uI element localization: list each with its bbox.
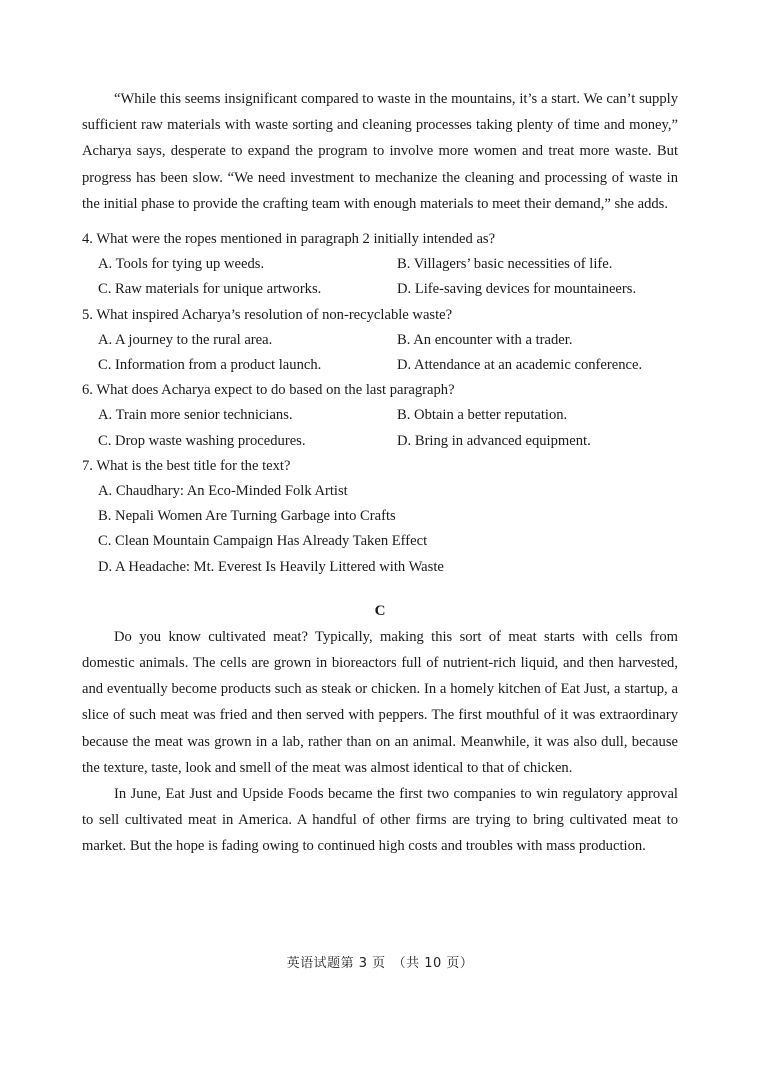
option-c: C. Raw materials for unique artworks.	[98, 281, 322, 298]
section-c-heading: C	[374, 602, 386, 619]
question-5	[82, 303, 678, 379]
question-6	[82, 378, 678, 454]
option-c: C. Clean Mountain Campaign Has Already Taken Effect	[98, 533, 428, 550]
question-list	[82, 227, 678, 580]
exam-page	[82, 86, 678, 860]
option-b: B. An encounter with a trader.	[397, 331, 573, 348]
option-d: D. Attendance at an academic conference.	[397, 357, 643, 374]
page-footer: 英语试题第 3 页 （共 10 页）	[286, 956, 474, 971]
question-stem: 6. What does Acharya expect to do based on the last paragraph?	[82, 382, 455, 399]
option-grid	[82, 328, 678, 378]
option-b: B. Obtain a better reputation.	[397, 407, 568, 424]
passage-c-paragraph-2: In June, Eat Just and Upside Foods became the first two companies to win regulatory approval to sell cultivated meat in America. A handful of other firms are trying to bring cultivated meat to market. But the hope is fading owing to continued high costs and troubles with mass production.	[82, 786, 678, 855]
passage-c-paragraph-1: Do you know cultivated meat? Typically, making this sort of meat starts with cells from domestic animals. The cells are grown in bioreactors full of nutrient-rich liquid, and then harvested, and eventually become products such as steak or chicken. In a homely kitchen of Eat Just, a startup, a slice of such meat was fried and then served with peppers. The first mouthful of it was extraordinary because the meat was grown in a lab, rather than on an animal. Meanwhile, it was also dull, because the texture, taste, look and smell of the meat was almost identical to that of chicken.	[82, 628, 678, 776]
option-b: B. Villagers’ basic necessities of life.	[397, 256, 613, 273]
option-list	[82, 479, 678, 580]
option-grid	[82, 252, 678, 302]
question-7	[82, 454, 678, 580]
question-4	[82, 227, 678, 303]
option-d: D. Bring in advanced equipment.	[397, 432, 591, 449]
option-c: C. Drop waste washing procedures.	[98, 432, 306, 449]
option-b: B. Nepali Women Are Turning Garbage into Crafts	[98, 508, 396, 525]
option-a: A. Train more senior technicians.	[98, 407, 293, 424]
option-grid	[82, 403, 678, 453]
option-a: A. Chaudhary: An Eco-Minded Folk Artist	[98, 483, 348, 500]
question-stem: 7. What is the best title for the text?	[82, 457, 291, 474]
option-a: A. A journey to the rural area.	[98, 331, 273, 348]
option-c: C. Information from a product launch.	[98, 357, 322, 374]
question-stem: 4. What were the ropes mentioned in paragraph 2 initially intended as?	[82, 231, 496, 248]
option-d: D. Life-saving devices for mountaineers.	[397, 281, 637, 298]
option-d: D. A Headache: Mt. Everest Is Heavily Littered with Waste	[98, 558, 444, 575]
question-stem: 5. What inspired Acharya’s resolution of non-recyclable waste?	[82, 306, 453, 323]
passage-b-final-paragraph: “While this seems insignificant compared to waste in the mountains, it’s a start. We can’t supply sufficient raw materials with waste sorting and cleaning processes taking plenty of time and money,” Acharya says, desperate to expand the program to involve more women and treat more waste. But progress has been slow. “We need investment to mechanize the cleaning and processing of waste in the initial phase to provide the crafting team with enough materials to meet their demand,” she adds.	[82, 91, 678, 212]
option-a: A. Tools for tying up weeds.	[98, 256, 265, 273]
